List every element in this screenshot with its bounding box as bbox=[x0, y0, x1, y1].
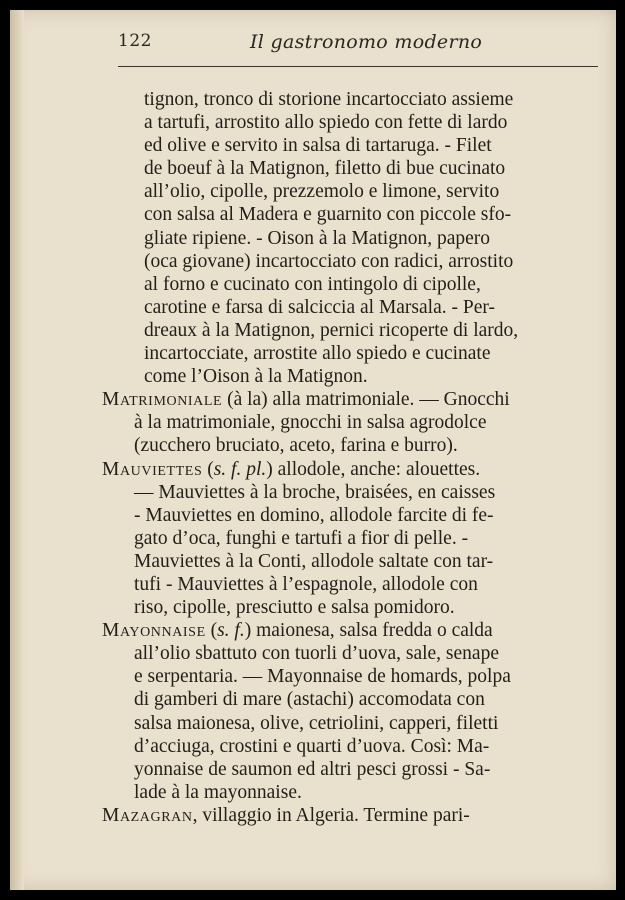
entry-headword: Mayonnaise bbox=[102, 620, 206, 642]
text-run: riso, cipolle, presciutto e salsa pomidoro. bbox=[134, 597, 455, 619]
text-run: ) allodole, anche: alouettes. bbox=[266, 458, 481, 480]
text-run: come l’Oison à la Matignon. bbox=[144, 366, 368, 388]
text-line bbox=[102, 665, 596, 688]
grammar-note: s. f. bbox=[217, 620, 245, 642]
text-line bbox=[102, 388, 596, 411]
entry-headword: Mauviettes bbox=[102, 458, 203, 480]
text-line bbox=[102, 319, 596, 342]
text-run: carotine e farsa di salciccia al Marsala. - Per- bbox=[144, 296, 495, 318]
text-run: (zucchero bruciato, aceto, farina e burro). bbox=[134, 435, 458, 457]
text-line bbox=[102, 180, 596, 203]
text-run: al forno e cucinato con intingolo di cipolle, bbox=[144, 273, 481, 295]
entry-headword: Matrimoniale bbox=[102, 389, 223, 411]
text-run: salsa maionesa, olive, cetriolini, capperi, filetti bbox=[134, 712, 499, 734]
book-page bbox=[10, 10, 616, 890]
text-line bbox=[102, 365, 596, 388]
text-run: - Mauviettes en domino, allodole farcite di fe- bbox=[134, 504, 494, 526]
text-line bbox=[102, 642, 596, 665]
text-line bbox=[102, 781, 596, 804]
text-line bbox=[102, 203, 596, 226]
text-line bbox=[102, 157, 596, 180]
text-line bbox=[102, 527, 596, 550]
text-run: all’olio sbattuto con tuorli d’uova, sale, senape bbox=[134, 643, 499, 665]
text-line bbox=[102, 134, 596, 157]
text-run: ) maionesa, salsa fredda o calda bbox=[244, 620, 493, 642]
text-run: ( bbox=[202, 458, 214, 480]
text-line bbox=[102, 342, 596, 365]
text-run: , villaggio in Algeria. Termine pari- bbox=[192, 804, 470, 826]
text-run: e serpentaria. — Mayonnaise de homards, polpa bbox=[134, 666, 511, 688]
text-line bbox=[102, 434, 596, 457]
page-binding-edge bbox=[10, 10, 24, 890]
text-line bbox=[102, 735, 596, 758]
text-line bbox=[102, 758, 596, 781]
text-line bbox=[102, 296, 596, 319]
text-run: yonnaise de saumon ed altri pesci grossi - Sa- bbox=[134, 758, 491, 780]
text-run: all’olio, cipolle, prezzemolo e limone, servito bbox=[144, 181, 500, 203]
header-rule bbox=[118, 66, 598, 67]
text-run: ( bbox=[205, 620, 218, 642]
text-run: tufi - Mauviettes à l’espagnole, allodole con bbox=[134, 573, 478, 595]
text-run: Mauviettes à la Conti, allodole saltate con tar- bbox=[134, 550, 494, 572]
body-text bbox=[102, 88, 596, 827]
grammar-note: s. f. pl. bbox=[213, 458, 267, 480]
text-run: ed olive e servito in salsa di tartaruga. - Filet bbox=[144, 135, 492, 157]
text-run: gato d’oca, funghi e tartufi a fior di pelle. - bbox=[134, 527, 469, 549]
text-line bbox=[102, 504, 596, 527]
page-number: 122 bbox=[118, 31, 152, 51]
text-line bbox=[102, 227, 596, 250]
text-run: dreaux à la Matignon, pernici ricoperte di lardo, bbox=[144, 319, 519, 341]
text-run: con salsa al Madera e guarnito con piccole sfo- bbox=[144, 204, 512, 226]
text-run: — Mauviettes à la broche, braisées, en caisses bbox=[134, 481, 496, 503]
text-run: de boeuf à la Matignon, filetto di bue cucinato bbox=[144, 158, 506, 180]
text-run: lade à la mayonnaise. bbox=[134, 781, 302, 803]
text-line bbox=[102, 88, 596, 111]
entry-headword: Mazagran bbox=[102, 804, 193, 826]
running-header bbox=[10, 10, 616, 70]
text-run: a tartufi, arrostito allo spiedo con fette di lardo bbox=[144, 112, 508, 134]
text-line bbox=[102, 458, 596, 481]
text-run: gliate ripiene. - Oison à la Matignon, papero bbox=[144, 227, 491, 249]
text-run: tignon, tronco di storione incartocciato assieme bbox=[144, 89, 514, 110]
text-run: d’acciuga, crostini e quarti d’uova. Così: Ma- bbox=[134, 735, 490, 757]
running-title: Il gastronomo moderno bbox=[250, 31, 483, 53]
text-run: (oca giovane) incartocciato con radici, arrostito bbox=[144, 250, 514, 272]
text-line bbox=[102, 712, 596, 735]
text-run: di gamberi di mare (astachi) accomodata con bbox=[134, 689, 485, 711]
text-run: (à la) alla matrimoniale. — Gnocchi bbox=[222, 389, 510, 411]
text-line bbox=[102, 411, 596, 434]
text-run: incartocciate, arrostite allo spiedo e cucinate bbox=[144, 343, 491, 365]
text-line bbox=[102, 619, 596, 642]
text-line bbox=[102, 273, 596, 296]
text-line bbox=[102, 573, 596, 596]
text-line bbox=[102, 250, 596, 273]
text-line bbox=[102, 481, 596, 504]
text-line bbox=[102, 688, 596, 711]
text-line bbox=[102, 111, 596, 134]
text-line bbox=[102, 596, 596, 619]
text-run: à la matrimoniale, gnocchi in salsa agrodolce bbox=[134, 412, 487, 434]
text-line bbox=[102, 550, 596, 573]
text-line bbox=[102, 804, 596, 827]
